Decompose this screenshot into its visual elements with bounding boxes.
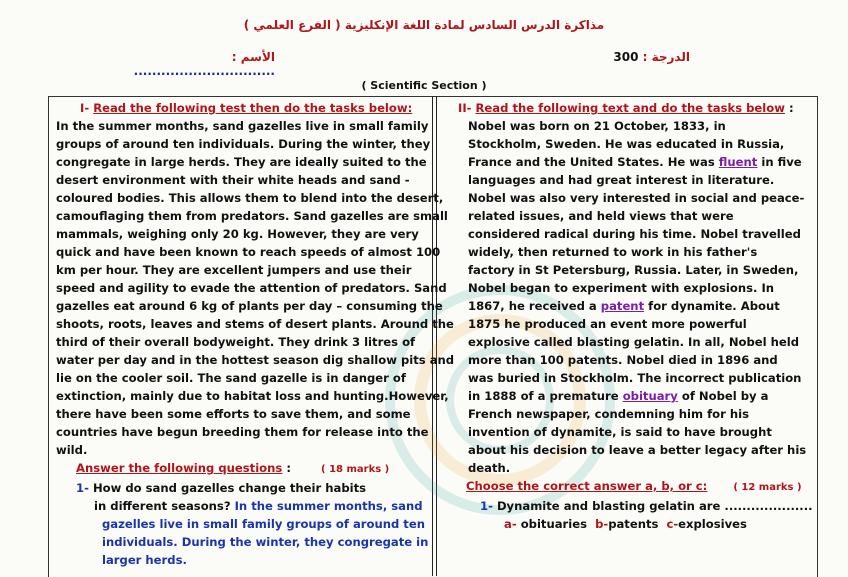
question-1-number: 1- <box>76 481 89 495</box>
passage-line: groups of around ten individuals. During the winter, they <box>56 137 431 151</box>
passage-text: 1867, he received a <box>468 299 597 313</box>
right-passage <box>444 117 816 477</box>
question-1-line-1 <box>56 479 428 497</box>
answer-line: gazelles live in small family groups of around ten <box>102 517 425 531</box>
passage-text: of Nobel by a <box>681 389 769 403</box>
right-column <box>444 99 816 533</box>
passage-line: desert environment with their white heads and sand - <box>56 173 410 187</box>
passage-line: languages and had great interest in literature. <box>468 173 775 187</box>
answer-line: individuals. During the winter, they congregate in <box>102 535 429 549</box>
question-1-text: How do sand gazelles change their habits <box>92 481 367 495</box>
left-passage <box>56 117 455 459</box>
passage-line: invention of dynamite, is said to have brought <box>468 425 772 439</box>
passage-line: was buried in Stockholm. The incorrect publication <box>468 371 802 385</box>
passage-line: In the summer months, sand gazelles live in small family <box>56 119 429 133</box>
passage-text: France and the United States. He was <box>468 155 715 169</box>
right-heading-colon: : <box>788 101 794 115</box>
passage-text: in five <box>761 155 802 169</box>
passage-line-obituary <box>468 387 816 405</box>
questions-colon: : <box>286 461 291 475</box>
choice-1-text: Dynamite and blasting gelatin are .................... <box>496 499 813 513</box>
right-heading <box>444 99 816 117</box>
passage-line: countries have begun breeding them for release into the <box>56 425 429 439</box>
choose-marks: ( 12 marks ) <box>733 482 802 493</box>
passage-line: speed and agility to evade the attention of predators. Sand <box>56 281 447 295</box>
passage-line: congregate in large herds. They are ideally suited to the <box>56 155 427 169</box>
passage-line: wild. <box>56 443 88 457</box>
passage-line: Nobel was born on 21 October, 1833, in <box>468 119 726 133</box>
option-c: explosives <box>678 517 747 531</box>
passage-line: considered radical during his time. Nobel travelled <box>468 227 801 241</box>
passage-line: related issues, and held views that were <box>468 209 734 223</box>
answer-1-start: In the summer months, sand <box>234 499 423 513</box>
left-heading-text: Read the following test then do the tasks below: <box>93 101 413 115</box>
left-heading-number: I- <box>80 101 90 115</box>
vocab-fluent: fluent <box>718 155 758 169</box>
passage-block <box>468 405 816 477</box>
vocab-patent: patent <box>600 299 645 313</box>
passage-line: French newspaper, condemning him for his <box>468 407 750 421</box>
choose-heading-line <box>444 477 816 497</box>
passage-line: Nobel began to experiment with explosions. In <box>468 281 775 295</box>
passage-line: mammals, weighing only 20 kg. However, they are very <box>56 227 419 241</box>
passage-line: about his decision to leave a better legacy after his <box>468 443 807 457</box>
grade-value: 300 <box>613 50 639 64</box>
choice-1-line <box>444 497 816 515</box>
name-field <box>95 50 275 78</box>
passage-text: in 1888 of a premature <box>468 389 619 403</box>
page-title: مذاكرة الدرس السادس لمادة اللغة الإنكليزية ( الفرع العلمي ) <box>243 18 605 32</box>
passage-line: widely, then returned to work in his father's <box>468 245 758 259</box>
passage-line: water per day and in the hottest season dig shallow pits and <box>56 353 455 367</box>
passage-text: for dynamite. About <box>644 299 780 313</box>
answer-line: larger herds. <box>102 553 187 567</box>
name-label: الأسم : <box>231 50 275 64</box>
option-b: patents <box>608 517 659 531</box>
passage-block <box>468 171 816 297</box>
questions-heading-line <box>56 459 428 479</box>
choice-1-number: 1- <box>480 499 493 513</box>
passage-line: factory in St Petersburg, Russia. Later, in Sweden, <box>468 263 799 277</box>
name-blank: ............................... <box>133 64 275 78</box>
passage-line: gazelles eat around 6 kg of plants per day – consuming the <box>56 299 443 313</box>
passage-line: camouflaging them from predators. Sand gazelles are small <box>56 209 448 223</box>
passage-line: more than 100 patents. Nobel died in 1896 and <box>468 353 778 367</box>
passage-line: death. <box>468 461 511 475</box>
option-a-letter: a- <box>504 517 517 531</box>
passage-line: lie on the cooler soil. The sand gazelle is in danger of <box>56 371 406 385</box>
left-heading <box>56 99 428 117</box>
vocab-obituary: obituary <box>622 389 678 403</box>
passage-line: quick and have been known to reach speeds of almost 100 <box>56 245 441 259</box>
questions-heading: Answer the following questions <box>76 461 283 475</box>
passage-line: there have been some efforts to save them, and some <box>56 407 411 421</box>
right-heading-text: Read the following text and do the tasks below <box>475 101 785 115</box>
right-heading-number: II- <box>458 101 472 115</box>
passage-line: Stockholm, Sweden. He was educated in Russia, <box>468 137 785 151</box>
passage-line: km per hour. They are excellent jumpers and use their <box>56 263 412 277</box>
question-1-text-2: in different seasons? <box>94 499 231 513</box>
grade-field <box>580 50 690 64</box>
passage-line: Nobel was also very interested in social and peace- <box>468 191 805 205</box>
grade-label: الدرجة : <box>642 50 690 64</box>
question-1-line-2 <box>56 497 428 515</box>
passage-line: coloured bodies. This allows them to blend into the desert, <box>56 191 444 205</box>
left-column <box>56 99 455 569</box>
passage-line: third of their overall bodyweight. They drink 3 litres of <box>56 335 416 349</box>
passage-line: 1875 he produced an event more powerful <box>468 317 747 331</box>
option-c-letter: c- <box>666 517 679 531</box>
questions-marks: ( 18 marks ) <box>321 464 390 475</box>
choose-heading: Choose the correct answer a, b, or c: <box>466 479 708 493</box>
section-title: ( Scientific Section ) <box>361 79 487 92</box>
passage-line-patent <box>468 297 816 315</box>
passage-line: shoots, roots, leaves and stems of desert plants. Around the <box>56 317 454 331</box>
passage-line: explosive called blasting gelatin. In all, Nobel held <box>468 335 800 349</box>
choice-1-options <box>444 515 816 533</box>
option-b-letter: b- <box>595 517 609 531</box>
answer-1 <box>56 515 428 569</box>
passage-block <box>468 315 816 387</box>
passage-line-fluent <box>468 153 816 171</box>
option-a: obituaries <box>520 517 588 531</box>
passage-line: extinction, mainly due to habitat loss and hunting.However, <box>56 389 449 403</box>
